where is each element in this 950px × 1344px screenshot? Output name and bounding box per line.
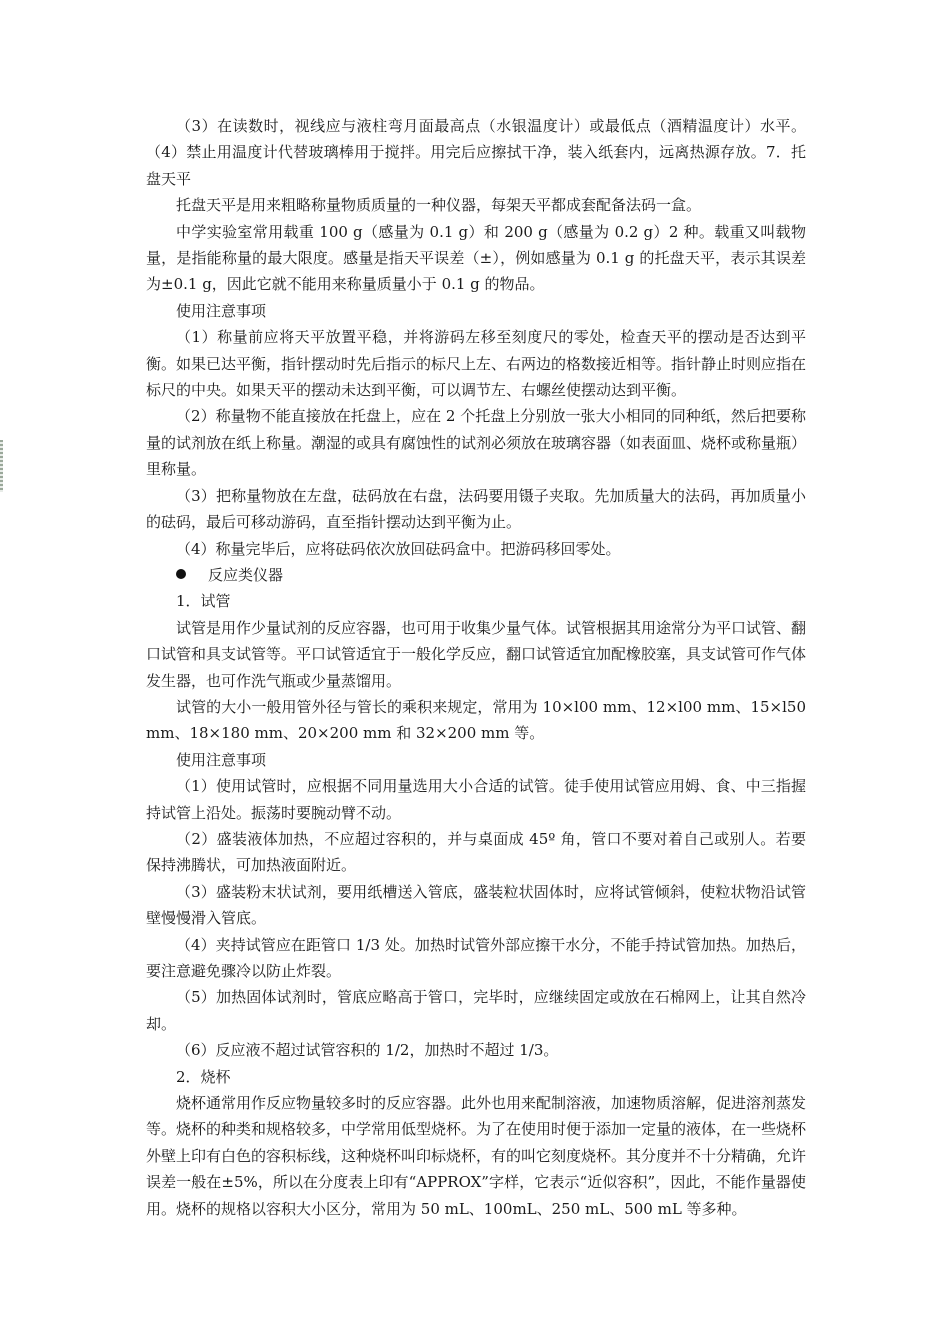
paragraph-test-tube-step-3: （3）盛装粉末状试剂，要用纸槽送入管底，盛装粒状固体时，应将试管倾斜，使粒状物沿试管壁慢慢滑入管底。 (146, 882, 806, 928)
heading-test-tube-precautions: 使用注意事项 (176, 750, 267, 769)
paragraph-balance-capacity: 中学实验室常用载重 100 g（感量为 0.1 g）和 200 g（感量为 0.2 g）2 种。载重又叫载物量，是指能称量的最大限度。感量是指天平误差（±），例如感量为 0.1 g 的托盘天平，表示其误差为±0.1 g，因此它就不能用来称量质量小于 0.1 g 的物品。 (146, 222, 806, 294)
paragraph-balance-step-1: （1）称量前应将天平放置平稳，并将游码左移至刻度尺的零处，检查天平的摆动是否达到平衡。如果已达平衡，指针摆动时先后指示的标尺上左、右两边的格数接近相等。指针静止时则应指在标尺的中央。如果天平的摆动未达到平衡，可以调节左、右螺丝使摆动达到平衡。 (146, 328, 807, 400)
scan-edge-mark (0, 440, 3, 492)
paragraph-test-tube-step-5: （5）加热固体试剂时，管底应略高于管口，完毕时，应继续固定或放在石棉网上，让其自然冷却。 (146, 988, 806, 1033)
paragraph-balance-intro: 托盘天平是用来粗略称量物质质量的一种仪器，每架天平都成套配备法码一盒。 (176, 196, 702, 215)
heading-test-tube: 1．试管 (176, 592, 231, 611)
paragraph-test-tube-step-6: （6）反应液不超过试管容积的 1/2，加热时不超过 1/3。 (176, 1041, 559, 1060)
document-page (146, 113, 806, 1222)
section-heading-text: 反应类仪器 (208, 565, 284, 584)
paragraph-balance-step-2: （2）称量物不能直接放在托盘上，应在 2 个托盘上分别放一张大小相同的同种纸，然后把要称量的试剂放在纸上称量。潮湿的或具有腐蚀性的试剂必须放在玻璃容器（如表面皿、烧杯或称量瓶）里称量。 (146, 407, 807, 479)
paragraph-test-tube-step-4: （4）夹持试管应在距管口 1/3 处。加热时试管外部应擦干水分，不能手持试管加热。加热后，要注意避免骤冷以防止炸裂。 (146, 935, 806, 980)
paragraph-balance-step-4: （4）称量完毕后，应将砝码依次放回砝码盒中。把游码移回零处。 (176, 539, 621, 558)
paragraph-test-tube-sizes: 试管的大小一般用管外径与管长的乘积来规定，常用为 10×l00 mm、12×l00 mm、15×l50 mm、18×180 mm、20×200 mm 和 32×200 mm 等。 (146, 697, 806, 743)
bullet-icon (176, 569, 186, 579)
section-heading-reaction-instruments (146, 562, 806, 588)
paragraph-balance-step-3: （3）把称量物放在左盘，砝码放在右盘，法码要用镊子夹取。先加质量大的法码，再加质量小的砝码，最后可移动游码，直至指针摆动达到平衡为止。 (146, 486, 806, 532)
paragraph-beaker-intro: 烧杯通常用作反应物量较多时的反应容器。此外也用来配制溶液，加速物质溶解，促进溶剂蒸发等。烧杯的种类和规格较多，中学常用低型烧杯。为了在使用时便于添加一定量的液体，在一些烧杯外壁上印有白色的容积标线，这种烧杯叫印标烧杯，有的叫它刻度烧杯。其分度并不十分精确，允许误差一般在±5%，所以在分度表上印有“APPROX”字样，它表示“近似容积”，因此，不能作量器使用。烧杯的规格以容积大小区分，常用为 50 mL、100mL、250 mL、500 mL 等多种。 (146, 1094, 807, 1218)
heading-beaker: 2．烧杯 (176, 1067, 231, 1086)
paragraph-test-tube-intro: 试管是用作少量试剂的反应容器，也可用于收集少量气体。试管根据其用途常分为平口试管、翻口试管和具支试管等。平口试管适宜于一般化学反应，翻口试管适宜加配橡胶塞，具支试管可作气体发生器，也可作洗气瓶或少量蒸馏用。 (146, 618, 807, 690)
paragraph-test-tube-step-1: （1）使用试管时，应根据不同用量选用大小合适的试管。徒手使用试管应用姆、食、中三指握持试管上沿处。振荡时要腕动臂不动。 (146, 777, 806, 822)
heading-balance-precautions: 使用注意事项 (176, 301, 267, 320)
paragraph-test-tube-step-2: （2）盛装液体加热，不应超过容积的，并与桌面成 45º 角，管口不要对着自己或别人。若要保持沸腾状，可加热液面附近。 (146, 829, 806, 875)
paragraph-thermometer-reading: （3）在读数时，视线应与液柱弯月面最高点（水银温度计）或最低点（酒精温度计）水平。（4）禁止用温度计代替玻璃棒用于搅拌。用完后应擦拭干净，装入纸套内，远离热源存放。7．托盘天平 (146, 117, 806, 188)
